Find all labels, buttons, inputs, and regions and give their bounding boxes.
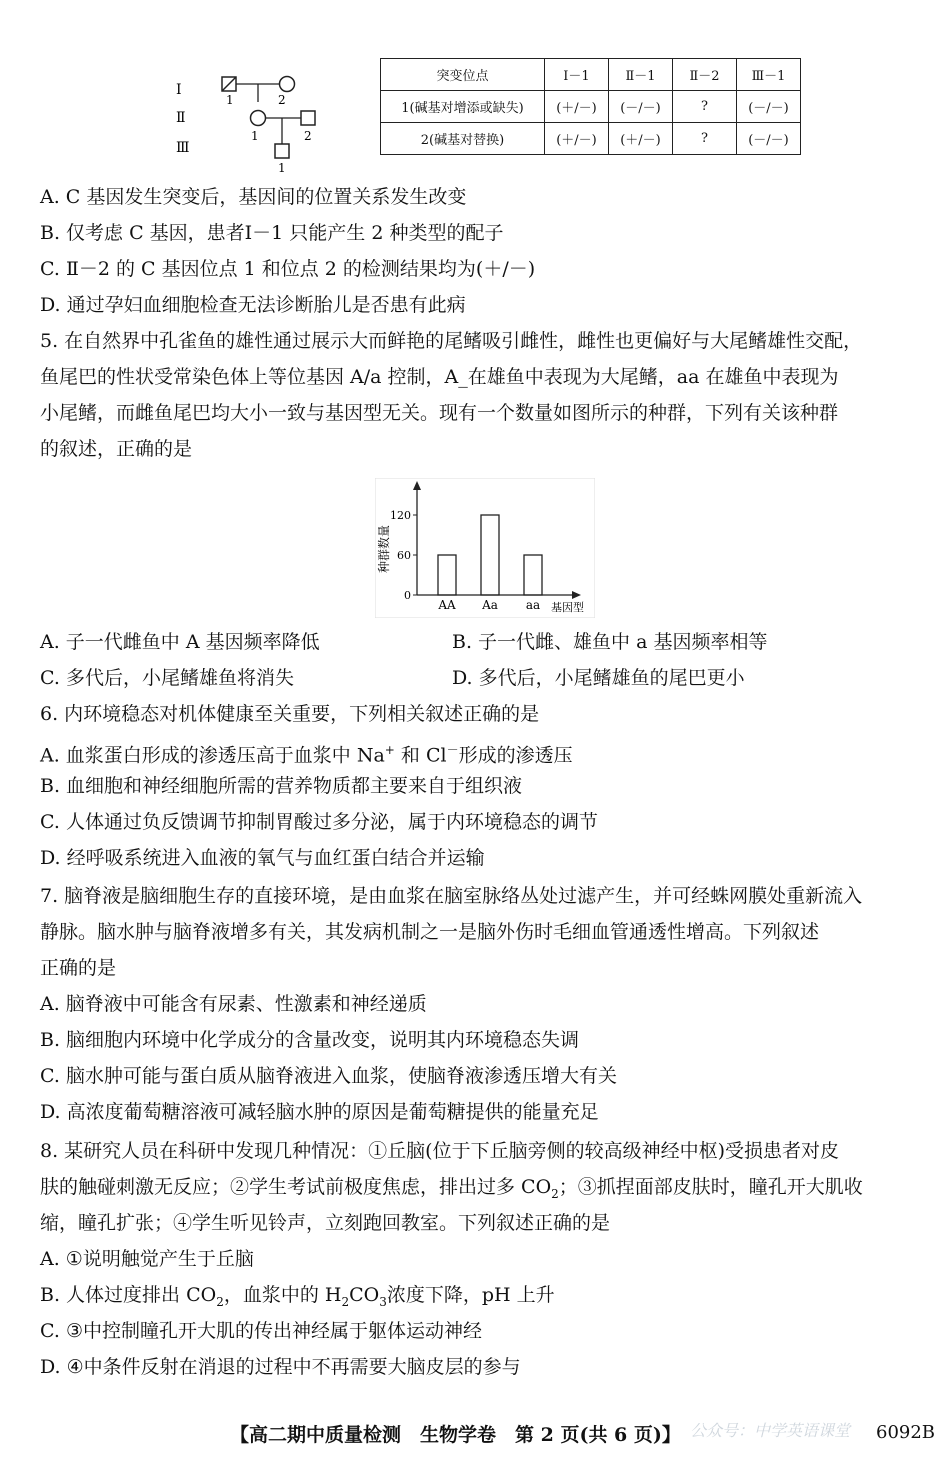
q7-stem-line1: 7. 脑脊液是脑细胞生存的直接环境，是由血浆在脑室脉络丛处过滤产生，并可经蛛网膜处重新流入: [40, 885, 863, 907]
table-header: Ⅲ－1: [737, 59, 801, 91]
bar-Aa: [481, 515, 499, 595]
q7-option-a: A. 脑脊液中可能含有尿素、性激素和神经递质: [40, 993, 427, 1015]
genotype-bar-chart: [375, 478, 595, 618]
q8-option-c: C. ③中控制瞳孔开大肌的传出神经属于躯体运动神经: [40, 1320, 482, 1342]
individual-I-2: [280, 77, 295, 92]
q6-option-c: C. 人体通过负反馈调节抑制胃酸过多分泌，属于内环境稳态的调节: [40, 811, 598, 833]
individual-II-2: [301, 111, 315, 125]
table-header: 突变位点: [381, 59, 545, 91]
table-cell: ?: [673, 91, 737, 123]
q4-option-a: A. C 基因发生突变后，基因间的位置关系发生改变: [40, 186, 467, 208]
y-axis-arrow: [413, 481, 421, 490]
table-cell: (－/－): [737, 123, 801, 155]
q5-option-b: B. 子一代雌、雄鱼中 a 基因频率相等: [452, 631, 768, 653]
y-axis-label: 种群数量: [377, 524, 391, 573]
q5-option-c: C. 多代后，小尾鳍雄鱼将消失: [40, 667, 294, 689]
q8-option-b: B. 人体过度排出 $CO_2$，血浆中的 $H_2CO_3$浓度下降，pH 上升: [40, 1284, 555, 1309]
q7-option-c: C. 脑水肿可能与蛋白质从脑脊液进入血浆，使脑脊液渗透压增大有关: [40, 1065, 617, 1087]
bar-aa: [524, 555, 542, 595]
q8-stem-line3: 缩，瞳孔扩张；④学生听见铃声，立刻跑回教室。下列叙述正确的是: [40, 1212, 611, 1234]
q7-stem-line2: 静脉。脑水肿与脑脊液增多有关，其发病机制之一是脑外伤时毛细血管通透性增高。下列叙述: [40, 921, 820, 943]
page-footer: 【高二期中质量检测 生物学卷 第 2 页(共 6 页)】: [230, 1424, 681, 1446]
watermark: 公众号：中学英语课堂: [690, 1421, 851, 1440]
q6-option-a: A. 血浆蛋白形成的渗透压高于血浆中 Na+ 和 Cl－形成的渗透压: [40, 743, 573, 767]
q7-option-b: B. 脑细胞内环境中化学成分的含量改变，说明其内环境稳态失调: [40, 1029, 580, 1051]
x-axis-arrow: [572, 591, 581, 599]
q7-option-d: D. 高浓度葡萄糖溶液可减轻脑水肿的原因是葡萄糖提供的能量充足: [40, 1101, 599, 1123]
table-cell: (＋/－): [545, 123, 609, 155]
x-tick-label: Aa: [482, 598, 498, 612]
table-header: Ⅱ－2: [673, 59, 737, 91]
q8-stem-line2: 肤的触碰刺激无反应；②学生考试前极度焦虑，排出过多 $CO_2$；③抓捏面部皮肤时，瞳孔开大肌收: [40, 1176, 863, 1201]
q4-option-d: D. 通过孕妇血细胞检查无法诊断胎儿是否患有此病: [40, 294, 466, 316]
q5-stem-line3: 小尾鳍，而雌鱼尾巴均大小一致与基因型无关。现有一个数量如图所示的种群，下列有关该种群: [40, 402, 839, 424]
ind-label-I-1: 1: [226, 93, 234, 107]
q4-option-b: B. 仅考虑 C 基因，患者Ⅰ－1 只能产生 2 种类型的配子: [40, 222, 504, 244]
q8-option-d: D. ④中条件反射在消退的过程中不再需要大脑皮层的参与: [40, 1356, 521, 1378]
table-cell: 2(碱基对替换): [381, 123, 545, 155]
table-row: [381, 123, 801, 155]
y-tick-label: 0: [404, 589, 411, 602]
individual-II-1: [251, 111, 266, 126]
paper-code: 6092B: [876, 1422, 936, 1443]
ind-label-I-2: 2: [278, 93, 286, 107]
q6-option-b: B. 血细胞和神经细胞所需的营养物质都主要来自于组织液: [40, 775, 523, 797]
q8-option-a: A. ①说明触觉产生于丘脑: [40, 1248, 254, 1270]
q5-option-a: A. 子一代雌鱼中 A 基因频率降低: [40, 631, 320, 653]
table-cell: ?: [673, 123, 737, 155]
x-tick-label: aa: [525, 598, 541, 612]
gen-label-1: Ⅰ: [176, 82, 182, 98]
mutation-table: [380, 58, 801, 155]
y-tick-label: 120: [390, 509, 411, 522]
q7-stem-line3: 正确的是: [40, 957, 117, 979]
table-cell: (－/－): [737, 91, 801, 123]
q6-stem: 6. 内环境稳态对机体健康至关重要，下列相关叙述正确的是: [40, 703, 540, 725]
ind-label-II-1: 1: [251, 129, 259, 143]
individual-III-1: [275, 144, 289, 158]
table-header: Ⅱ－1: [609, 59, 673, 91]
gen-label-3: Ⅲ: [176, 140, 190, 156]
pedigree-diagram: [170, 60, 320, 175]
bar-AA: [438, 555, 456, 595]
table-cell: 1(碱基对增添或缺失): [381, 91, 545, 123]
q8-stem-line1: 8. 某研究人员在科研中发现几种情况：①丘脑(位于下丘脑旁侧的较高级神经中枢)受损患者对皮: [40, 1140, 839, 1162]
gen-label-2: Ⅱ: [176, 110, 186, 126]
table-cell: (＋/－): [545, 91, 609, 123]
q5-stem-line2: 鱼尾巴的性状受常染色体上等位基因 A/a 控制，A_在雄鱼中表现为大尾鳍，aa 在雄鱼中表现为: [40, 366, 839, 388]
q6-option-d: D. 经呼吸系统进入血液的氧气与血红蛋白结合并运输: [40, 847, 485, 869]
table-row: [381, 91, 801, 123]
q5-stem-line4: 的叙述，正确的是: [40, 438, 193, 460]
table-cell: (－/－): [609, 91, 673, 123]
table-header: Ⅰ－1: [545, 59, 609, 91]
ind-label-II-2: 2: [304, 129, 312, 143]
y-tick-label: 60: [397, 549, 411, 562]
q5-stem-line1: 5. 在自然界中孔雀鱼的雄性通过展示大而鲜艳的尾鳍吸引雌性，雌性也更偏好与大尾鳍雄性交配，: [40, 330, 863, 352]
x-tick-label: AA: [438, 598, 456, 612]
ind-label-III-1: 1: [278, 161, 286, 175]
x-axis-label: 基因型: [551, 601, 584, 614]
q4-option-c: C. Ⅱ－2 的 C 基因位点 1 和位点 2 的检测结果均为(＋/－): [40, 258, 536, 280]
q5-option-d: D. 多代后，小尾鳍雄鱼的尾巴更小: [452, 667, 745, 689]
table-cell: (＋/－): [609, 123, 673, 155]
